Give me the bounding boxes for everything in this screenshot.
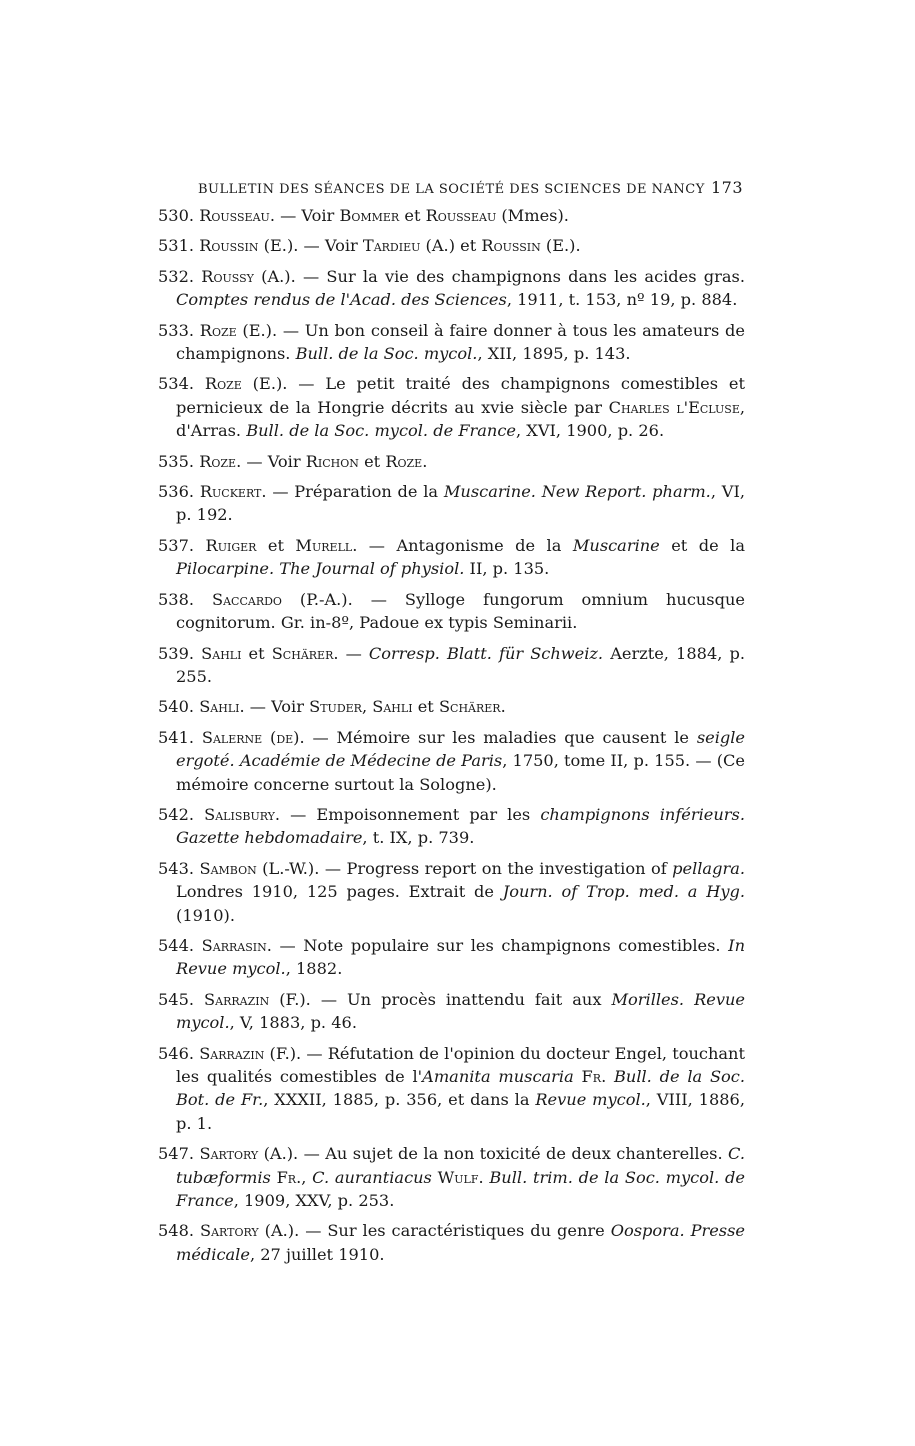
entry-text: (P.-A.). — Sylloge fungorum omnium hucusque cognitorum. Gr. in-8º, Padoue ex typis Seminarii. xyxy=(176,589,745,633)
entry-text: (E.). — Voir xyxy=(258,236,363,256)
bibliography-entry xyxy=(158,265,745,312)
bibliography-entry xyxy=(158,857,745,927)
entry-text: (F.). — Réfutation de l'opinion du docteur Engel, touchant les qualités comestibles de l' xyxy=(176,1043,745,1086)
bibliography-entry xyxy=(158,726,745,796)
running-header xyxy=(198,178,743,197)
entry-text: . xyxy=(601,1067,614,1086)
entry-number: 540. xyxy=(158,697,195,717)
bibliography-entry xyxy=(158,588,745,635)
author-name: Studer xyxy=(309,697,362,717)
entry-text: . — Note populaire sur les champignons comestibles. xyxy=(266,935,729,955)
author-name: Fr xyxy=(581,1067,602,1086)
entry-text: (L.-W.). — Progress report on the investigation of xyxy=(256,858,673,878)
bibliography-entry xyxy=(158,642,745,689)
bibliography-entry xyxy=(158,988,745,1035)
entry-text: Aerzte, 1884, p. 255. xyxy=(176,643,745,686)
work-title: Amanita muscaria xyxy=(422,1067,574,1086)
entry-text: , d'Arras. xyxy=(176,397,746,441)
entry-text: , 1909, XXV, p. 253. xyxy=(233,1191,395,1211)
author-name: Roze xyxy=(204,374,242,394)
author-name: Sarrasin xyxy=(201,935,267,955)
bibliography-entry xyxy=(158,480,745,527)
author-name: Roussin xyxy=(481,236,541,256)
author-name: Wulf xyxy=(437,1167,479,1187)
entry-text: , t. IX, p. 739. xyxy=(362,828,475,848)
author-name: Roze xyxy=(199,320,237,340)
bibliography-entry xyxy=(158,1142,745,1212)
author-name: Sarrazin xyxy=(199,1043,265,1063)
entry-text: Londres 1910, 125 pages. Extrait de xyxy=(176,882,503,902)
author-name: Sahli xyxy=(372,697,413,717)
entry-text: . — Préparation de la xyxy=(261,482,444,502)
bibliography-entry xyxy=(158,803,745,850)
entry-text: (E.). xyxy=(540,236,581,256)
entry-text: (A.). — Au sujet de la non toxicité de deux chanterelles. xyxy=(258,1144,729,1164)
work-title: In Revue mycol. xyxy=(176,935,745,979)
entry-number: 536. xyxy=(158,482,195,502)
bibliography-entry xyxy=(158,319,745,366)
entry-text: (F.). — Un procès inattendu fait aux xyxy=(269,989,612,1009)
entry-text: , 1750, tome II, p. 155. — (Ce mémoire concerne surtout la Sologne). xyxy=(176,751,746,794)
author-name: Rousseau xyxy=(425,206,497,225)
author-name: Fr xyxy=(276,1167,297,1187)
work-title: Morilles. Revue mycol. xyxy=(176,989,745,1033)
entry-text: . — Antagonisme de la xyxy=(352,535,573,555)
work-title: Pilocarpine. The Journal of physiol. xyxy=(176,559,465,579)
bibliography-entry xyxy=(158,1219,745,1266)
entry-text: . — xyxy=(333,643,369,663)
entry-text: . xyxy=(422,451,428,471)
bibliography-entry xyxy=(158,450,745,473)
entry-text: , XVI, 1900, p. 26. xyxy=(516,421,665,441)
work-title: C. tubæformis xyxy=(176,1144,746,1187)
entry-text: , XXXII, 1885, p. 356, et dans la xyxy=(263,1090,536,1110)
work-title: Muscarine xyxy=(572,535,660,555)
bibliography-entry xyxy=(158,204,745,227)
author-name: Salisbury xyxy=(204,804,275,824)
author-name: Schärer xyxy=(271,643,334,663)
entry-number: 538. xyxy=(158,589,195,609)
bibliography-entry xyxy=(158,234,745,257)
entry-text: . — Mémoire sur les maladies que causent le xyxy=(299,727,697,747)
author-name: Sahli xyxy=(199,697,240,717)
work-title: Oospora. Presse médicale xyxy=(176,1221,746,1264)
author-name: Ruiger xyxy=(205,535,257,555)
entry-text: et xyxy=(241,643,272,663)
work-title: champignons inférieurs. Gazette hebdomadaire xyxy=(176,804,745,848)
entry-text: (E.). — Un bon conseil à faire donner à tous les amateurs de champignons. xyxy=(176,320,745,364)
author-name: Roussy xyxy=(201,266,254,286)
author-name: Rousseau xyxy=(199,206,270,225)
bibliography-list xyxy=(158,204,745,1273)
entry-number: 547. xyxy=(158,1144,195,1164)
entry-text: (A.). — Sur la vie des champignons dans les acides gras. xyxy=(253,266,745,286)
work-title: pellagra. xyxy=(672,858,745,878)
author-name: Roussin xyxy=(199,236,259,256)
entry-text: . xyxy=(478,1167,490,1187)
entry-text: (A.) et xyxy=(420,236,482,256)
work-title: C. aurantiacus xyxy=(312,1167,432,1187)
entry-text: , V, 1883, p. 46. xyxy=(229,1013,357,1033)
work-title: Bull. de la Soc. mycol. xyxy=(295,344,478,364)
page-number: 173 xyxy=(710,178,743,197)
entry-text: . xyxy=(500,697,506,717)
work-title: Comptes rendus de l'Acad. des Sciences xyxy=(176,290,507,310)
author-name: Roze xyxy=(199,451,237,471)
author-name: Saccardo xyxy=(212,589,282,609)
entry-text: et xyxy=(399,206,426,225)
entry-number: 546. xyxy=(158,1043,195,1063)
entry-text: , 27 juillet 1910. xyxy=(249,1244,385,1264)
author-name: Salerne (de) xyxy=(201,727,300,747)
entry-text: , VIII, 1886, p. 1. xyxy=(176,1090,745,1133)
author-name: Sartory xyxy=(199,1144,259,1164)
entry-number: 544. xyxy=(158,935,195,955)
work-title: Corresp. Blatt. für Schweiz. xyxy=(368,643,604,663)
entry-text: . — Voir xyxy=(236,451,306,471)
author-name: Bommer xyxy=(339,206,400,225)
bibliography-entry xyxy=(158,534,745,581)
entry-number: 531. xyxy=(158,236,195,256)
entry-number: 539. xyxy=(158,643,195,663)
entry-text: , 1882. xyxy=(285,959,343,979)
work-title: seigle ergoté. Académie de Médecine de Paris xyxy=(176,727,745,771)
entry-text: (Mmes). xyxy=(496,206,569,225)
entry-number: 541. xyxy=(158,727,195,747)
entry-text: , XII, 1895, p. 143. xyxy=(477,344,631,364)
entry-text: II, p. 135. xyxy=(464,559,550,579)
author-name: Tardieu xyxy=(362,236,421,256)
entry-number: 537. xyxy=(158,535,195,555)
entry-number: 535. xyxy=(158,451,195,471)
entry-text: . — Voir xyxy=(239,697,310,717)
entry-text: . — Empoisonnement par les xyxy=(274,804,541,824)
work-title: Muscarine. New Report. pharm. xyxy=(443,482,711,502)
entry-text: , 1911, t. 153, nº 19, p. 884. xyxy=(506,290,738,310)
author-name: Charles l'Ecluse xyxy=(608,397,740,417)
work-title: Bull. de la Soc. mycol. de France xyxy=(246,421,517,441)
entry-text: . — Voir xyxy=(269,206,340,225)
bibliography-entry xyxy=(158,695,745,718)
entry-text: et xyxy=(358,451,386,471)
author-name: Sahli xyxy=(201,643,242,663)
entry-text: , VI, p. 192. xyxy=(176,482,745,525)
bibliography-entry xyxy=(158,934,745,981)
entry-number: 532. xyxy=(158,266,195,286)
author-name: Roze xyxy=(385,451,423,471)
header-title: BULLETIN DES SÉANCES DE LA SOCIÉTÉ DES SCIENCES DE NANCY xyxy=(198,182,705,197)
entry-number: 548. xyxy=(158,1221,195,1241)
entry-number: 530. xyxy=(158,206,195,225)
bibliography-entry xyxy=(158,372,745,442)
entry-number: 533. xyxy=(158,320,195,340)
entry-text xyxy=(574,1067,582,1086)
author-name: Sartory xyxy=(200,1221,259,1241)
entry-number: 545. xyxy=(158,989,195,1009)
work-title: Bull. trim. de la Soc. mycol. de France xyxy=(176,1167,746,1211)
entry-number: 543. xyxy=(158,858,195,878)
entry-text: ., xyxy=(296,1167,313,1187)
author-name: Ruckert xyxy=(199,482,262,502)
entry-text: et xyxy=(412,697,439,717)
author-name: Richon xyxy=(305,451,359,471)
entry-text: et xyxy=(256,535,296,555)
author-name: Sarrazin xyxy=(204,989,270,1009)
entry-text: et de la xyxy=(659,535,745,555)
work-title: Bull. de la Soc. Bot. de Fr. xyxy=(176,1067,746,1110)
bibliography-entry xyxy=(158,1042,745,1136)
entry-number: 542. xyxy=(158,804,195,824)
entry-number: 534. xyxy=(158,374,195,394)
author-name: Schärer xyxy=(438,697,501,717)
entry-text: , xyxy=(361,697,373,717)
entry-text: (E.). — Le petit traité des champignons comestibles et pernicieux de la Hongrie décrits au xvie siècle par xyxy=(176,374,745,417)
work-title: Revue mycol. xyxy=(535,1090,646,1110)
entry-text: (A.). — Sur les caractéristiques du genre xyxy=(258,1221,611,1241)
author-name: Sambon xyxy=(199,858,257,878)
work-title: Journ. of Trop. med. a Hyg. xyxy=(502,882,745,902)
author-name: Murell xyxy=(295,535,353,555)
entry-text: (1910). xyxy=(176,905,235,925)
